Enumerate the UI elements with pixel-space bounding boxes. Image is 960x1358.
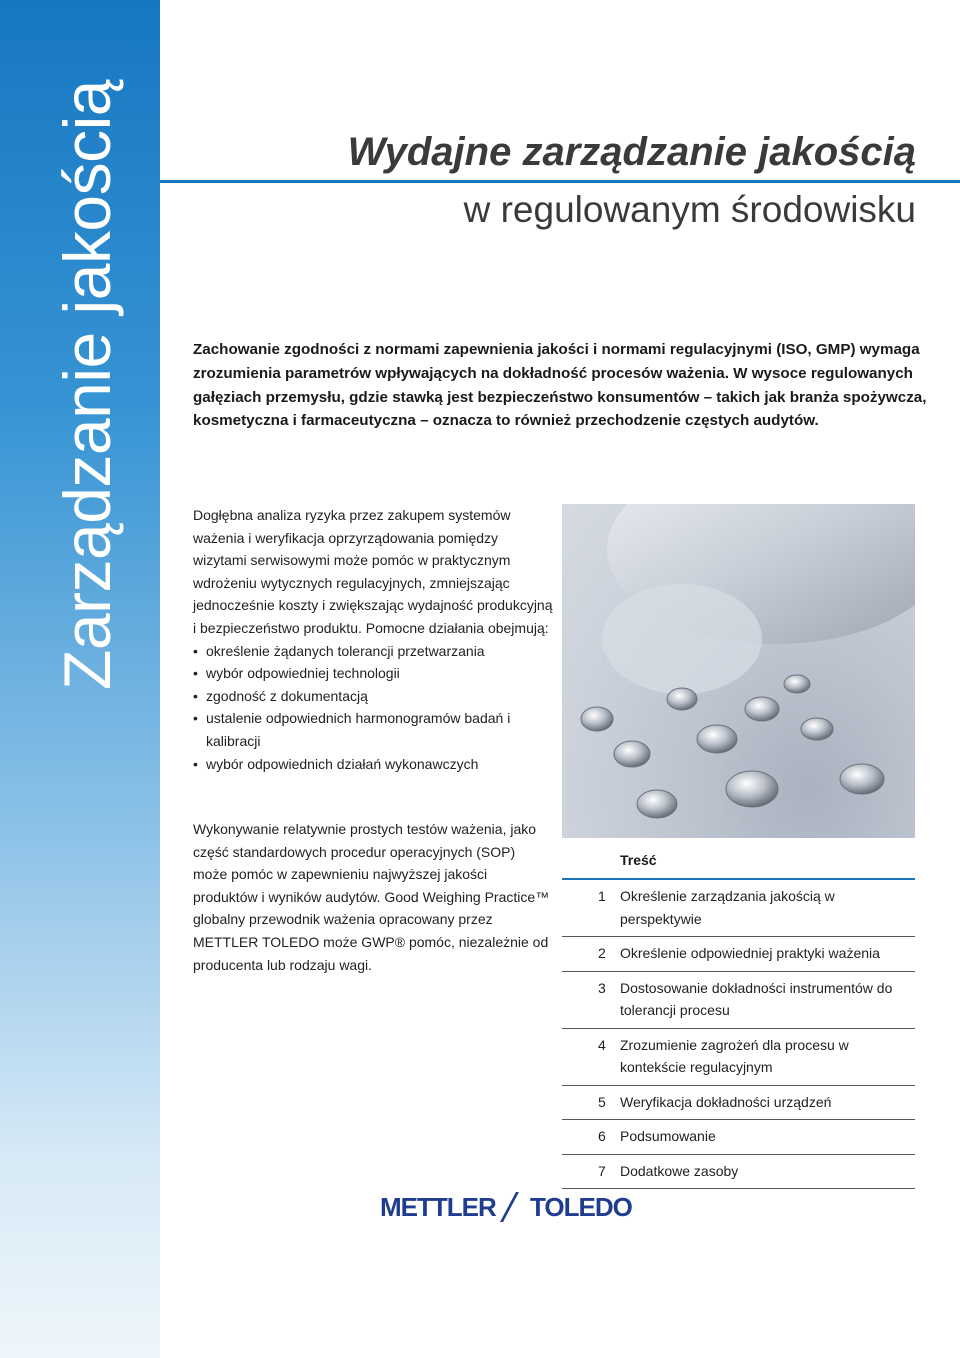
toc-item-number: 1 <box>598 888 606 904</box>
logo-word-mettler: METTLER <box>380 1192 496 1222</box>
toc-item <box>562 1155 915 1190</box>
list-item: • określenie żądanych tolerancji przetwarzania <box>193 640 553 663</box>
toc-item-number: 3 <box>598 979 606 996</box>
toc-item-label: Dodatkowe zasoby <box>620 1162 739 1179</box>
photo-illustration <box>562 504 915 838</box>
toc-item-label: Dostosowanie dokładności instrumentów do tolerancji procesu <box>620 979 893 1018</box>
logo-slash <box>500 1192 519 1222</box>
list-item: • wybór odpowiedniej technologii <box>193 662 553 685</box>
body-section <box>193 504 553 775</box>
toc-heading <box>562 848 915 878</box>
page-title: Wydajne zarządzanie jakością <box>347 130 916 174</box>
bullet-list <box>193 640 553 776</box>
toc-item <box>562 937 915 972</box>
toc-item <box>562 1120 915 1155</box>
toc-item-number: 6 <box>598 1128 606 1144</box>
sidebar-title: Zarządzanie jakością <box>50 80 124 690</box>
intro-paragraph: Zachowanie zgodności z normami zapewnienia jakości i normami regulacyjnymi (ISO, GMP) wymaga zrozumienia parametrów wpływających na dokładność procesów ważenia. W wysoce regulowanych gałęziach przemysłu, gdzie stawką jest bezpieczeństwo konsumentów – takich jak branża spożywcza, kosmetyczna i farmaceutyczna – oznacza to również przechodzenie częstych audytów. <box>193 341 927 430</box>
body-paragraph-1: Dogłębna analiza ryzyka przez zakupem systemów ważenia i weryfikacja oprzyrządowania pomiędzy wizytami serwisowymi może pomóc w praktycznym wdrożeniu wytycznych regulacyjnych, zmniejszając jednocześnie koszty i zwiększając wydajność produkcyjną i bezpieczeństwo produktu. Pomocne działania obejmują: <box>193 507 553 636</box>
body-paragraph-2: Wykonywanie relatywnie prostych testów ważenia, jako część standardowych procedur operacyjnych (SOP) może pomóc w zapewnieniu najwyższej jakości produktów i wyników audytów. Good Weighing Practice™ globalny przewodnik ważenia opracowany przez METTLER TOLEDO może GWP® pomóc, niezależnie od producenta lub rodzaju wagi. <box>193 821 550 973</box>
toc-item-label: Zrozumienie zagrożeń dla procesu w kontekście regulacyjnym <box>620 1036 849 1075</box>
toc-item-label: Podsumowanie <box>620 1128 716 1144</box>
table-of-contents <box>562 848 915 1189</box>
toc-item <box>562 880 915 937</box>
toc-item <box>562 1086 915 1121</box>
toc-item-number: 4 <box>598 1036 606 1053</box>
toc-item-number: 7 <box>598 1162 606 1179</box>
mettler-toledo-logo <box>380 1190 632 1224</box>
toc-item-number: 5 <box>598 1093 606 1110</box>
list-item: • zgodność z dokumentacją <box>193 685 553 708</box>
toc-item <box>562 1029 915 1086</box>
toc-item-number: 2 <box>598 945 606 961</box>
logo-word-toledo: TOLEDO <box>530 1192 632 1222</box>
title-divider <box>160 180 960 183</box>
toc-heading-label: Treść <box>620 852 657 868</box>
toc-item-label: Określenie odpowiedniej praktyki ważenia <box>620 945 880 961</box>
page-subtitle: w regulowanym środowisku <box>463 189 916 230</box>
toc-item <box>562 972 915 1029</box>
toc-item-label: Weryfikacja dokładności urządzeń <box>620 1093 832 1110</box>
list-item: • wybór odpowiednich działań wykonawczych <box>193 753 553 776</box>
list-item: • ustalenie odpowiednich harmonogramów badań i kalibracji <box>193 707 553 752</box>
toc-item-label: Określenie zarządzania jakością w perspektywie <box>620 888 835 927</box>
calibration-weights-photo <box>562 504 915 838</box>
